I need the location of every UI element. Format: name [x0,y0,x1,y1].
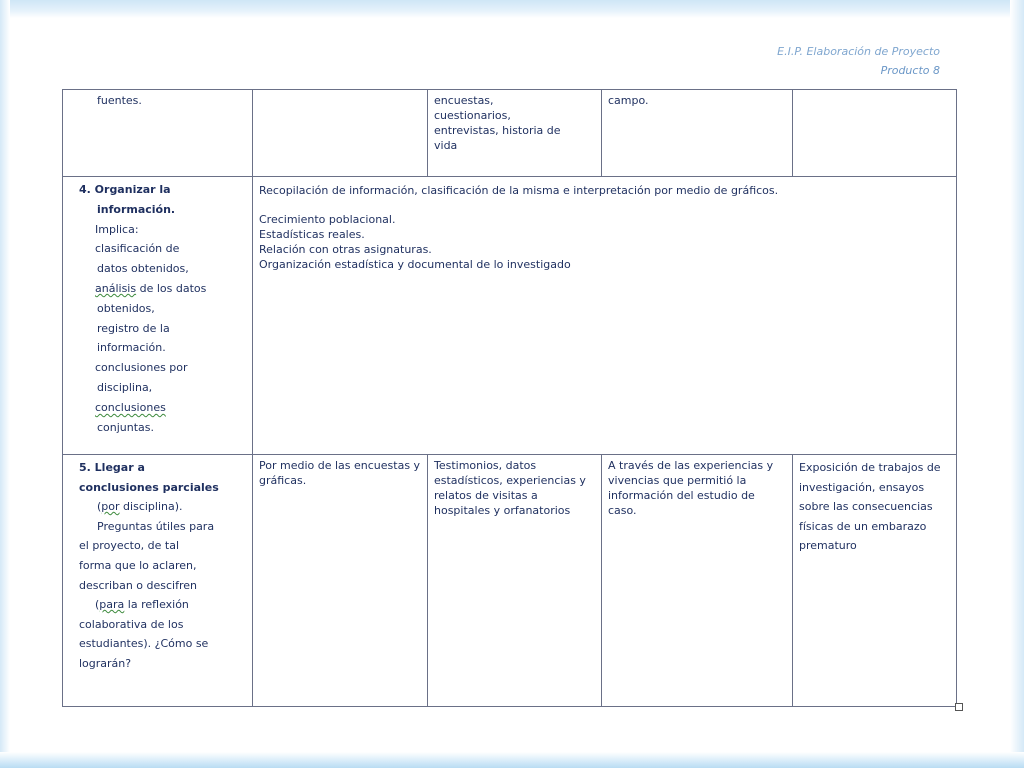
cell-line: datos obtenidos, [97,262,189,276]
table-cell [63,177,253,455]
cell-line: describan o descifren [79,578,198,592]
header-product: Producto 8 [880,64,940,77]
cell-line: conjuntas. [97,420,155,434]
table-resize-handle[interactable] [955,703,963,711]
cell-line: Recopilación de información, clasificación de la misma e interpretación por medio de gráficos. [259,184,779,197]
table-cell [428,90,602,177]
spellcheck-word: análisis [95,281,137,295]
slide-frame-top [0,0,1024,18]
cell-line: conclusiones por [95,361,188,375]
cell-line: (por disciplina). [97,500,183,514]
cell-line: Implica: [95,222,139,236]
cell-text: campo. [608,94,649,107]
section-title: 5. Llegar a [79,461,145,474]
project-table [62,89,957,707]
cell-line: obtenidos, [97,301,155,315]
table-row [63,455,957,707]
spellcheck-word: para [99,598,125,612]
cell-text: Exposición de trabajos de investigación, ensayos sobre las consecuencias físicas de un embarazo prematuro [799,461,941,553]
section-title: información. [97,202,176,216]
table-row [63,90,957,177]
cell-line: entrevistas, historia de [434,124,561,137]
cell-line: clasificación de [95,242,180,256]
table-cell [793,90,957,177]
cell-line: forma que lo aclaren, [79,558,197,572]
slide-frame-bottom [0,752,1024,768]
table-cell [428,455,602,707]
cell-text: Testimonios, datos estadísticos, experiencias y relatos de visitas a hospitales y orfanatorios [434,459,586,517]
section-title: 4. Organizar la [79,183,171,196]
table-cell [793,455,957,707]
cell-line: colaborativa de los [79,617,184,631]
cell-line: Crecimiento poblacional. [259,213,396,226]
cell-line: cuestionarios, [434,109,511,122]
cell-line: análisis de los datos [95,281,207,295]
table-cell [253,90,428,177]
cell-line: disciplina, [97,380,153,394]
cell-line: Preguntas útiles para [97,519,215,533]
cell-text: Por medio de las encuestas y gráficas. [259,459,421,487]
table-cell [63,90,253,177]
table-row [63,177,957,455]
cell-line: (para la reflexión [95,598,189,612]
cell-line: vida [434,139,458,152]
table-cell [602,90,793,177]
cell-line: estudiantes). ¿Cómo se [79,637,209,651]
spacer [259,198,950,212]
cell-line: Organización estadística y documental de lo investigado [259,258,571,271]
cell-text: A través de las experiencias y vivencias que permitió la información del estudio de caso. [608,459,774,517]
header-title: E.I.P. Elaboración de Proyecto [777,45,940,58]
cell-line: conclusiones [95,400,166,414]
spellcheck-word: por [101,500,120,514]
table-cell-merged [253,177,957,455]
cell-line: el proyecto, de tal [79,539,180,553]
cell-line: Relación con otras asignaturas. [259,243,432,256]
section-title: conclusiones parciales [79,480,219,494]
cell-line: registro de la [97,321,170,335]
page-header [777,42,940,80]
table-cell [63,455,253,707]
cell-line: lograrán? [79,656,132,670]
cell-line: encuestas, [434,94,494,107]
table-cell [253,455,428,707]
slide-frame-left [0,0,10,768]
cell-line: Estadísticas reales. [259,228,365,241]
cell-text: fuentes. [97,94,142,107]
table-cell [602,455,793,707]
slide-frame-right [1010,0,1024,768]
cell-line: información. [97,341,166,355]
